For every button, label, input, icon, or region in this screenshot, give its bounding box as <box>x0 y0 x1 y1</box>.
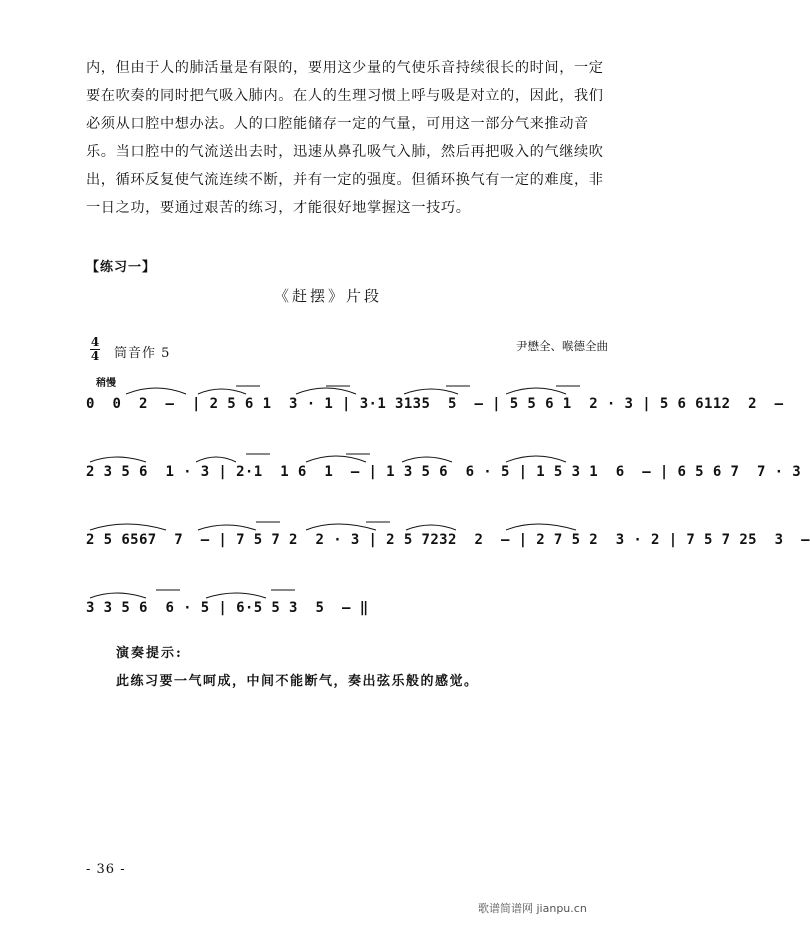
time-signature-top: 4 <box>90 335 100 349</box>
paragraph-line: 出，循环反复使气流连续不断，并有一定的强度。但循环换气有一定的难度，非 <box>86 172 604 188</box>
exercise-label: 【练习一】 <box>86 260 157 275</box>
tempo-marking: 稍慢 <box>96 378 116 389</box>
page-number: - 36 - <box>86 862 126 877</box>
paragraph-line: 一日之功，要通过艰苦的练习，才能很好地掌握这一技巧。 <box>86 200 471 216</box>
piece-title: 《赶摆》片段 <box>273 287 382 305</box>
watermark: 歌谱简谱网 jianpu.cn <box>478 902 587 915</box>
score-line <box>86 516 810 556</box>
composer-credit: 尹懋全、喉德全曲 <box>516 339 608 353</box>
time-signature <box>90 336 100 363</box>
key-note: 筒音作 5 <box>114 346 171 361</box>
performance-hint-title: 演奏提示: <box>116 646 183 661</box>
paragraph-line: 要在吹奏的同时把气吸入肺内。在人的生理习惯上呼与吸是对立的，因此，我们 <box>86 88 604 104</box>
score-notes: 0 0 2 – | 2 5 6 1 3 · 1 | 3·1 3135 5 – | 5 5 6 1 2 · 3 | 5 6 6112 2 – <box>86 396 784 412</box>
score-notes: 2 5 6567 7 – | 7 5 7 2 2 · 3 | 2 5 7232 2 – | 2 7 5 2 3 · 2 | 7 5 7 25 3 – <box>86 532 810 548</box>
score-line <box>86 584 606 624</box>
score-line <box>86 380 784 420</box>
score-notes: 2 3 5 6 1 · 3 | 2·1 1 6 1 – | 1 3 5 6 6 · 5 | 1 5 3 1 6 – | 6 5 6 7 7 · 3 <box>86 464 802 480</box>
performance-hint-text: 此练习要一气呵成，中间不能断气，奏出弦乐般的感觉。 <box>116 674 479 689</box>
score-line <box>86 448 802 488</box>
score-notes: 3 3 5 6 6 · 5 | 6·5 5 3 5 – ‖ <box>86 600 369 616</box>
paragraph-line: 乐。当口腔中的气流送出去时，迅速从鼻孔吸气入肺，然后再把吸入的气继续吹 <box>86 144 604 160</box>
time-signature-bottom: 4 <box>90 349 100 363</box>
paragraph-line: 必须从口腔中想办法。人的口腔能储存一定的气量，可用这一部分气来推动音 <box>86 116 589 132</box>
paragraph-line: 内，但由于人的肺活量是有限的，要用这少量的气使乐音持续很长的时间，一定 <box>86 60 604 76</box>
